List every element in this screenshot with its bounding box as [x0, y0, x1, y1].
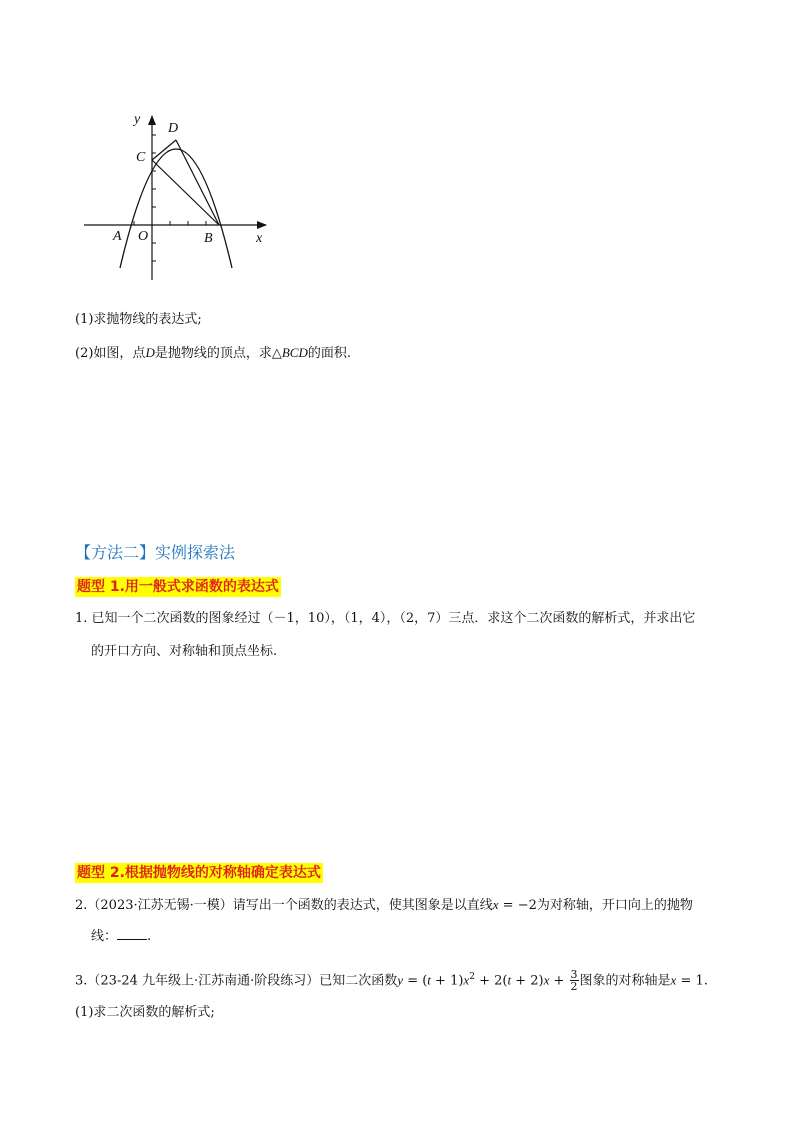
method-2-heading: 【方法二】实例探索法	[75, 543, 236, 562]
label-d: D	[168, 121, 179, 136]
problem-2-line-1: 2.（2023·江苏无锡·一模）请写出一个函数的表达式，使其图象是以直线x = −2为对称轴，开口向上的抛物	[75, 897, 693, 913]
parabola-figure	[80, 108, 280, 288]
segment-cb	[152, 160, 219, 225]
answer-blank[interactable]	[117, 927, 147, 940]
label-b: B	[204, 231, 213, 246]
problem-3-line-1: 3.（23-24 九年级上·江苏南通·阶段练习）已知二次函数$y = (t + 1)x^2 + 2(t + 2)x$ + $\frac{3}{2}$ 图象的对称轴是x = 1.	[75, 968, 708, 994]
label-y: y	[134, 112, 141, 127]
problem-2-line-2: 线： .	[91, 929, 152, 944]
problem-1-line-1: 1. 已知一个二次函数的图象经过（－1，10），（1，4），（2，7）三点．求这个二次函数的解析式，并求出它	[75, 611, 696, 626]
label-x: x	[256, 231, 263, 246]
fraction-three-halves: $\frac{3}{2}$	[570, 968, 578, 994]
label-c: C	[136, 150, 146, 165]
parabola-curve	[120, 149, 232, 268]
question-1: (1)求抛物线的表达式;	[75, 312, 202, 327]
label-a: A	[113, 229, 122, 244]
type-2-heading: 题型 2.根据抛物线的对称轴确定表达式	[77, 865, 321, 881]
label-o: O	[138, 229, 149, 244]
problem-1-line-2: 的开口方向、对称轴和顶点坐标.	[91, 644, 278, 659]
segment-db	[176, 140, 219, 225]
problem-3-question-1: (1)求二次函数的解析式;	[75, 1005, 215, 1020]
type-1-heading: 题型 1.用一般式求函数的表达式	[77, 579, 279, 595]
question-2: (2)如图，点D是抛物线的顶点，求△BCD的面积.	[75, 345, 351, 361]
